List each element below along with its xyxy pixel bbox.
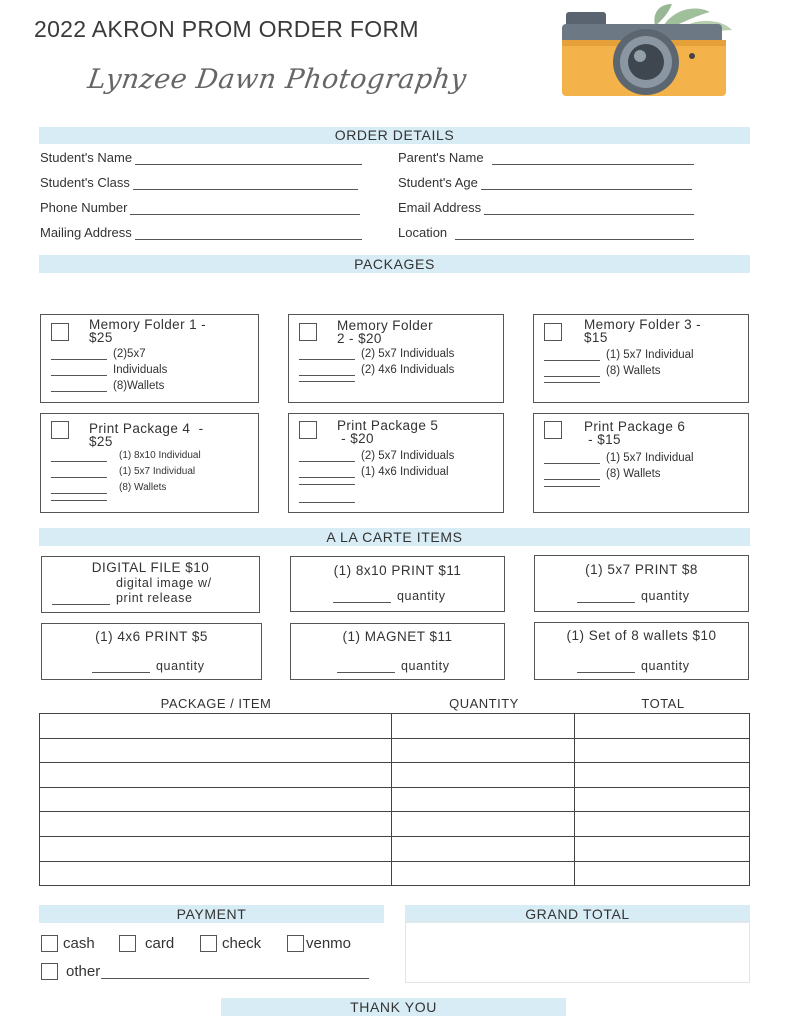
- package-1-item-3: (8)Wallets: [113, 380, 165, 392]
- package-6-title: Print Package 6 - $15: [584, 419, 686, 447]
- table-row: [40, 861, 750, 886]
- student-class-field[interactable]: [40, 175, 358, 190]
- table-cell[interactable]: [40, 836, 392, 861]
- mailing-address-field[interactable]: [40, 225, 362, 240]
- table-cell[interactable]: [391, 861, 575, 886]
- student-class-line[interactable]: [133, 178, 358, 190]
- table-row: [40, 812, 750, 837]
- package-5-blank-4[interactable]: [299, 502, 355, 503]
- package-6-row-1: [544, 452, 694, 464]
- alc-4x6-text: quantity: [156, 659, 205, 673]
- package-1-item-2: Individuals: [113, 364, 168, 376]
- brand-signature: Lynzee Dawn Photography: [85, 64, 469, 95]
- package-4-blank-3[interactable]: [51, 493, 107, 494]
- package-6-row-2: [544, 468, 661, 480]
- email-address-line[interactable]: [484, 203, 694, 215]
- package-4-checkbox[interactable]: [51, 421, 69, 439]
- package-5-row-3: [299, 484, 361, 485]
- package-print-package-5: [288, 413, 504, 513]
- package-5-blank-1[interactable]: [299, 461, 355, 462]
- table-cell[interactable]: [391, 714, 575, 739]
- table-cell[interactable]: [40, 714, 392, 739]
- location-label: Location: [398, 225, 448, 240]
- package-3-row-1: [544, 349, 694, 361]
- alc-wallets-blank[interactable]: [577, 672, 635, 673]
- table-cell[interactable]: [40, 738, 392, 763]
- col-header-total: TOTAL: [641, 696, 685, 711]
- other-line[interactable]: [101, 965, 369, 979]
- package-2-row-1: [299, 348, 454, 360]
- phone-number-line[interactable]: [130, 203, 360, 215]
- table-cell[interactable]: [575, 812, 750, 837]
- student-class-label: Student's Class: [40, 175, 130, 190]
- section-a-la-carte: A LA CARTE ITEMS: [39, 528, 750, 546]
- table-cell[interactable]: [575, 714, 750, 739]
- section-order-details: ORDER DETAILS: [39, 127, 750, 144]
- package-1-row-3: [51, 380, 164, 392]
- venmo-checkbox[interactable]: [287, 935, 304, 952]
- package-4-row-1: [51, 450, 201, 462]
- package-1-title: Memory Folder 1 - $25: [89, 317, 207, 345]
- package-6-checkbox[interactable]: [544, 421, 562, 439]
- alc-4x6-blank[interactable]: [92, 672, 150, 673]
- alc-digital-file-row: [52, 592, 193, 605]
- package-6-row-3: [544, 486, 606, 487]
- package-2-blank-2[interactable]: [299, 375, 355, 376]
- package-5-blank-2[interactable]: [299, 477, 355, 478]
- package-memory-folder-2: [288, 314, 504, 403]
- package-3-row-2: [544, 365, 661, 377]
- camera-icon: [560, 4, 735, 99]
- package-6-item-2: (8) Wallets: [606, 468, 661, 480]
- table-row: [40, 738, 750, 763]
- package-1-blank-1[interactable]: [51, 359, 107, 360]
- alc-magnet: [290, 623, 505, 680]
- package-2-item-1: (2) 5x7 Individuals: [361, 348, 455, 360]
- package-5-title: Print Package 5 - $20: [337, 418, 439, 446]
- student-name-field[interactable]: [40, 150, 362, 165]
- alc-wallets-title: (1) Set of 8 wallets $10: [566, 628, 717, 643]
- table-row: [40, 763, 750, 788]
- package-6-blank-2[interactable]: [544, 479, 600, 480]
- alc-wallets: [534, 622, 749, 680]
- table-cell[interactable]: [575, 738, 750, 763]
- mailing-address-line[interactable]: [135, 228, 362, 240]
- package-5-row-1: [299, 450, 454, 462]
- alc-5x7-row: [577, 590, 690, 603]
- alc-digital-file: [41, 556, 260, 613]
- other-checkbox[interactable]: [41, 963, 58, 980]
- table-cell[interactable]: [575, 787, 750, 812]
- package-6-blank-3[interactable]: [544, 486, 600, 487]
- section-packages: PACKAGES: [39, 255, 750, 273]
- package-1-checkbox[interactable]: [51, 323, 69, 341]
- package-3-title: Memory Folder 3 - $15: [584, 317, 702, 345]
- cash-checkbox[interactable]: [41, 935, 58, 952]
- alc-8x10-print: [290, 556, 505, 612]
- alc-magnet-text: quantity: [401, 659, 450, 673]
- section-payment: PAYMENT: [39, 905, 384, 923]
- package-1-blank-3[interactable]: [51, 391, 107, 392]
- payment-other[interactable]: [41, 963, 369, 980]
- phone-number-label: Phone Number: [40, 200, 128, 215]
- package-4-row-3: [51, 482, 166, 494]
- package-6-item-1: (1) 5x7 Individual: [606, 452, 694, 464]
- alc-5x7-print: [534, 555, 749, 612]
- payment-check[interactable]: [200, 935, 261, 952]
- check-checkbox[interactable]: [200, 935, 217, 952]
- alc-wallets-text: quantity: [641, 659, 690, 673]
- grand-total-box[interactable]: [405, 921, 750, 983]
- section-grand-total: GRAND TOTAL: [405, 905, 750, 923]
- phone-number-field[interactable]: [40, 200, 360, 215]
- package-2-blank-1[interactable]: [299, 359, 355, 360]
- package-3-item-1: (1) 5x7 Individual: [606, 349, 694, 361]
- alc-digital-file-blank[interactable]: [52, 604, 110, 605]
- package-4-item-3: (8) Wallets: [119, 482, 167, 493]
- package-1-blank-2[interactable]: [51, 375, 107, 376]
- package-memory-folder-3: [533, 314, 749, 403]
- package-2-row-3: [299, 381, 361, 382]
- table-cell[interactable]: [391, 787, 575, 812]
- check-label: check: [222, 935, 262, 952]
- alc-5x7-blank[interactable]: [577, 602, 635, 603]
- card-label: card: [145, 935, 175, 952]
- package-4-item-2: (1) 5x7 Individual: [119, 466, 196, 477]
- package-2-blank-3[interactable]: [299, 381, 355, 382]
- table-cell[interactable]: [575, 763, 750, 788]
- package-2-item-2: (2) 4x6 Individuals: [361, 364, 455, 376]
- email-address-field[interactable]: [398, 200, 694, 215]
- package-3-row-3: [544, 382, 606, 383]
- alc-magnet-row: [337, 660, 450, 673]
- table-cell[interactable]: [40, 787, 392, 812]
- package-3-checkbox[interactable]: [544, 323, 562, 341]
- student-age-label: Student's Age: [398, 175, 478, 190]
- order-table: [39, 713, 750, 886]
- package-memory-folder-1: [40, 314, 259, 403]
- package-4-blank-2[interactable]: [51, 477, 107, 478]
- location-line[interactable]: [455, 228, 694, 240]
- alc-5x7-text: quantity: [641, 589, 690, 603]
- alc-digital-file-title: DIGITAL FILE $10: [91, 560, 210, 575]
- alc-8x10-blank[interactable]: [333, 602, 391, 603]
- package-5-item-2: (1) 4x6 Individual: [361, 466, 449, 478]
- student-name-line[interactable]: [135, 153, 362, 165]
- table-row: [40, 714, 750, 739]
- location-field[interactable]: [398, 225, 694, 240]
- col-header-package-item: PACKAGE / ITEM: [160, 696, 272, 711]
- table-cell[interactable]: [40, 763, 392, 788]
- alc-4x6-title: (1) 4x6 PRINT $5: [95, 629, 208, 644]
- alc-4x6-row: [92, 660, 205, 673]
- table-cell[interactable]: [391, 836, 575, 861]
- package-4-blank-1[interactable]: [51, 461, 107, 462]
- alc-digital-file-sub: digital image w/: [116, 576, 212, 590]
- cash-label: cash: [63, 935, 95, 952]
- table-cell[interactable]: [391, 763, 575, 788]
- student-age-field[interactable]: [398, 175, 692, 190]
- payment-venmo[interactable]: [287, 935, 351, 952]
- alc-8x10-text: quantity: [397, 589, 446, 603]
- package-3-blank-2[interactable]: [544, 376, 600, 377]
- table-cell[interactable]: [575, 836, 750, 861]
- parent-name-label: Parent's Name: [398, 150, 484, 165]
- alc-digital-file-text: print release: [116, 591, 193, 605]
- package-5-row-4: [299, 502, 361, 503]
- package-3-blank-3[interactable]: [544, 382, 600, 383]
- alc-8x10-row: [333, 590, 446, 603]
- alc-8x10-title: (1) 8x10 PRINT $11: [333, 563, 462, 578]
- package-1-item-1: (2)5x7: [113, 348, 146, 360]
- email-address-label: Email Address: [398, 200, 482, 215]
- package-4-item-1: (1) 8x10 Individual: [119, 450, 201, 461]
- package-3-blank-1[interactable]: [544, 360, 600, 361]
- package-4-row-2: [51, 466, 195, 478]
- other-label: other: [66, 963, 101, 980]
- alc-magnet-title: (1) MAGNET $11: [342, 629, 453, 644]
- table-cell[interactable]: [391, 738, 575, 763]
- payment-cash[interactable]: [41, 935, 95, 952]
- alc-magnet-blank[interactable]: [337, 672, 395, 673]
- col-header-quantity: QUANTITY: [449, 696, 519, 711]
- alc-wallets-row: [577, 660, 690, 673]
- table-cell[interactable]: [40, 812, 392, 837]
- student-name-label: Student's Name: [40, 150, 133, 165]
- table-cell[interactable]: [575, 861, 750, 886]
- table-row: [40, 836, 750, 861]
- package-print-package-6: [533, 413, 749, 513]
- student-age-line[interactable]: [481, 178, 692, 190]
- table-cell[interactable]: [391, 812, 575, 837]
- package-print-package-4: [40, 413, 259, 513]
- section-thank-you: THANK YOU: [221, 998, 566, 1016]
- package-5-blank-3[interactable]: [299, 484, 355, 485]
- payment-card[interactable]: [119, 935, 174, 952]
- package-4-blank-4[interactable]: [51, 500, 107, 501]
- package-5-item-1: (2) 5x7 Individuals: [361, 450, 455, 462]
- mailing-address-label: Mailing Address: [40, 225, 132, 240]
- venmo-label: venmo: [306, 935, 352, 952]
- alc-5x7-title: (1) 5x7 PRINT $8: [585, 562, 698, 577]
- package-1-row-2: [51, 364, 167, 376]
- parent-name-field[interactable]: [398, 150, 694, 165]
- package-2-checkbox[interactable]: [299, 323, 317, 341]
- package-4-row-4: [51, 500, 113, 501]
- package-5-row-2: [299, 466, 449, 478]
- alc-4x6-print: [41, 623, 262, 680]
- package-4-title: Print Package 4 - $25: [89, 421, 204, 449]
- package-3-item-2: (8) Wallets: [606, 365, 661, 377]
- parent-name-line[interactable]: [492, 153, 694, 165]
- table-row: [40, 787, 750, 812]
- table-cell[interactable]: [40, 861, 392, 886]
- package-6-blank-1[interactable]: [544, 463, 600, 464]
- package-5-checkbox[interactable]: [299, 421, 317, 439]
- form-title: 2022 AKRON PROM ORDER FORM: [34, 16, 419, 42]
- package-2-row-2: [299, 364, 454, 376]
- package-2-title: Memory Folder 2 - $20: [337, 318, 433, 346]
- package-1-row-1: [51, 348, 146, 360]
- card-checkbox[interactable]: [119, 935, 136, 952]
